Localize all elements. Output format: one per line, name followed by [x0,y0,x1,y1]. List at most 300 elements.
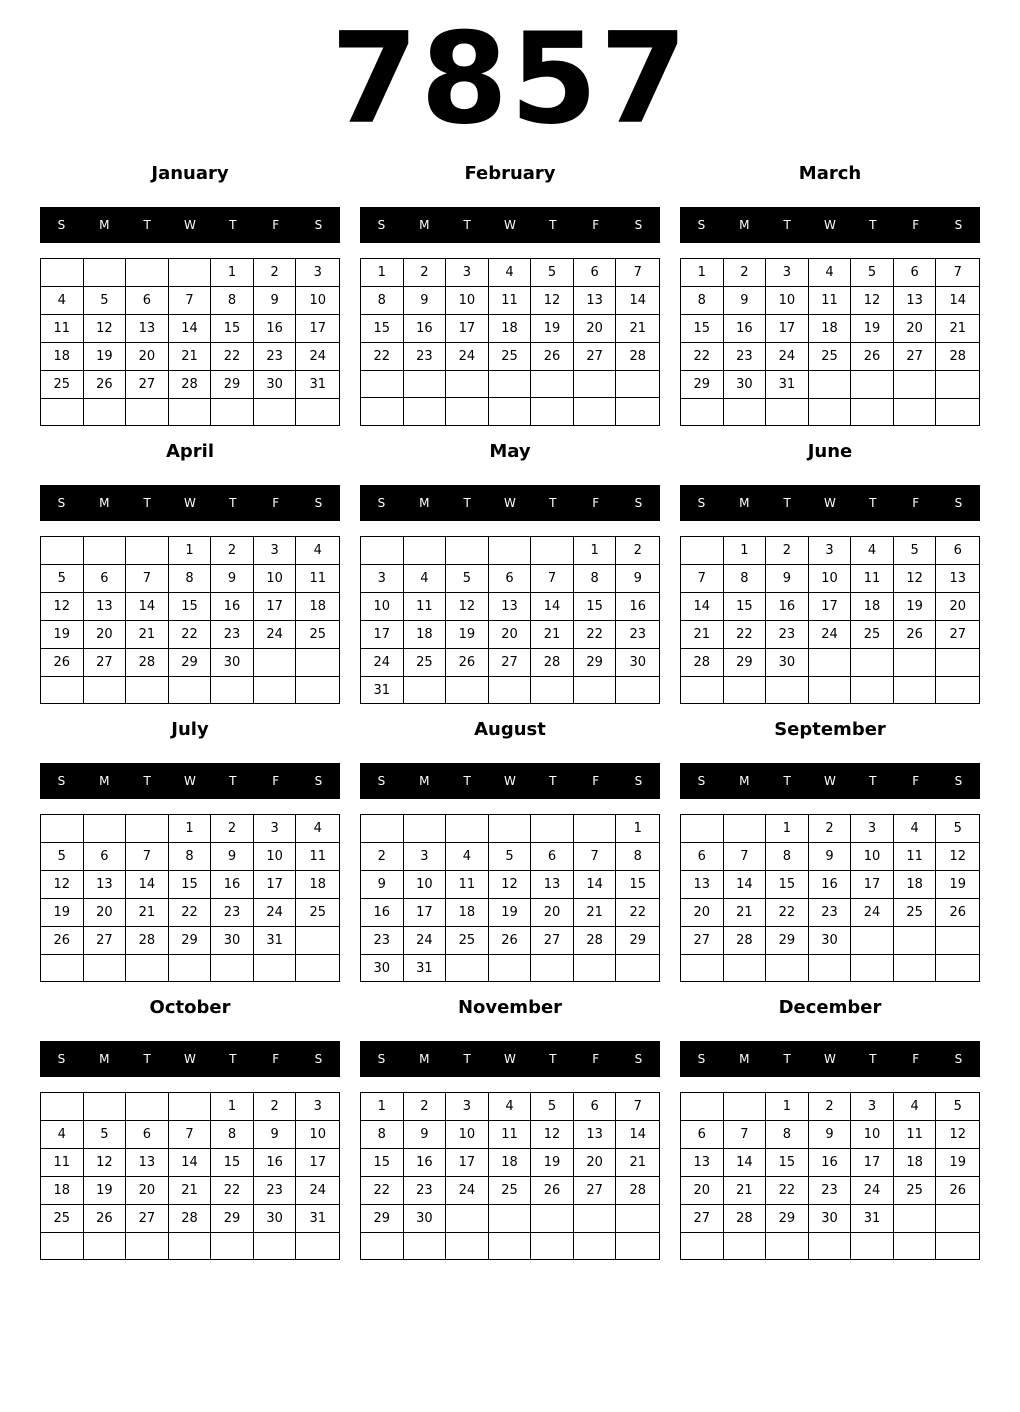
empty-cell [851,1233,894,1259]
day-cell: 28 [936,343,979,371]
day-cell: 6 [681,1121,724,1149]
day-cell: 25 [489,343,532,371]
empty-cell [531,955,574,982]
weekday-label: T [229,774,237,788]
empty-cell [616,398,659,425]
day-cell: 4 [296,537,339,565]
day-cell: 9 [809,843,852,871]
day-cell: 29 [681,371,724,399]
weekday-label: F [912,774,920,788]
day-cell: 2 [724,259,767,287]
day-cell: 29 [211,1205,254,1233]
day-cell: 7 [169,287,212,315]
empty-cell [894,371,937,399]
day-cell: 21 [126,899,169,927]
day-cell: 2 [211,537,254,565]
month-name: April [165,441,215,462]
day-cell: 12 [41,871,84,899]
empty-cell [254,677,297,703]
empty-cell [404,677,447,704]
day-cell: 10 [766,287,809,315]
empty-cell [361,371,404,398]
weekday-label: F [592,1052,600,1066]
day-cell: 17 [766,315,809,343]
day-cell: 31 [296,1205,339,1233]
weekday-label: T [869,774,877,788]
weekday-label: M [99,1052,110,1066]
day-cell: 20 [936,593,979,621]
empty-cell [296,1233,339,1259]
day-cell: 14 [724,871,767,899]
empty-cell [41,955,84,981]
empty-cell [766,677,809,703]
day-cell: 1 [211,259,254,287]
weekday-label: F [592,218,600,232]
day-cell: 1 [616,815,659,843]
day-cell: 5 [446,565,489,593]
empty-cell [574,815,617,843]
day-cell: 16 [211,593,254,621]
day-cell: 5 [936,815,979,843]
weekday-header [680,1041,980,1077]
day-cell: 30 [809,927,852,955]
day-cell: 30 [616,649,659,677]
day-cell: 6 [531,843,574,871]
weekday-label: S [377,496,386,510]
day-cell: 9 [361,871,404,899]
empty-cell [616,677,659,704]
day-cell: 2 [254,1093,297,1121]
day-cell: 3 [766,259,809,287]
day-cell: 8 [574,565,617,593]
day-grid [680,258,980,426]
weekday-label: S [697,218,706,232]
day-cell: 7 [126,843,169,871]
day-cell: 24 [809,621,852,649]
day-cell: 5 [531,259,574,287]
day-cell: 8 [766,843,809,871]
weekday-label: S [377,774,386,788]
day-cell: 3 [851,815,894,843]
empty-cell [126,1233,169,1259]
day-cell: 14 [169,315,212,343]
empty-cell [681,1093,724,1121]
day-cell: 23 [809,899,852,927]
month-name: January [151,163,229,184]
day-cell: 6 [894,259,937,287]
empty-cell [404,1233,447,1259]
weekday-label: M [419,218,430,232]
day-cell: 15 [766,871,809,899]
day-cell: 8 [766,1121,809,1149]
empty-cell [446,1205,489,1233]
day-cell: 5 [41,843,84,871]
empty-cell [724,399,767,425]
day-cell: 28 [531,649,574,677]
day-cell: 6 [489,565,532,593]
day-cell: 13 [84,871,127,899]
day-cell: 8 [211,287,254,315]
day-cell: 21 [169,1177,212,1205]
weekday-header [40,1041,340,1077]
weekday-label: M [99,774,110,788]
day-cell: 10 [404,871,447,899]
empty-cell [616,371,659,398]
day-cell: 28 [616,343,659,371]
day-cell: 13 [574,287,617,315]
day-cell: 26 [489,927,532,955]
day-cell: 5 [84,287,127,315]
day-cell: 16 [724,315,767,343]
empty-cell [41,1233,84,1259]
day-cell: 10 [809,565,852,593]
day-cell: 21 [724,899,767,927]
day-cell: 23 [724,343,767,371]
weekday-label: S [954,218,963,232]
day-cell: 15 [724,593,767,621]
day-cell: 18 [489,315,532,343]
day-cell: 7 [574,843,617,871]
day-cell: 30 [211,649,254,677]
day-cell: 26 [446,649,489,677]
weekday-label: W [504,218,516,232]
empty-cell [809,649,852,677]
day-cell: 29 [211,371,254,399]
day-cell: 19 [84,343,127,371]
day-grid [40,258,340,426]
weekday-label: S [634,496,643,510]
day-cell: 24 [296,343,339,371]
day-cell: 14 [616,1121,659,1149]
day-cell: 5 [531,1093,574,1121]
day-cell: 31 [296,371,339,399]
empty-cell [296,677,339,703]
day-cell: 13 [126,1149,169,1177]
month-name: June [807,441,853,462]
weekday-label: M [419,496,430,510]
day-cell: 15 [211,315,254,343]
weekday-label: W [184,1052,196,1066]
day-cell: 20 [681,899,724,927]
weekday-label: M [739,218,750,232]
day-cell: 9 [254,287,297,315]
day-cell: 9 [404,287,447,315]
empty-cell [126,677,169,703]
day-cell: 18 [446,899,489,927]
day-cell: 30 [254,1205,297,1233]
day-cell: 4 [809,259,852,287]
day-cell: 11 [489,287,532,315]
day-cell: 30 [809,1205,852,1233]
day-cell: 17 [404,899,447,927]
weekday-label: M [739,1052,750,1066]
empty-cell [894,955,937,981]
weekday-label: W [824,1052,836,1066]
day-cell: 11 [296,843,339,871]
empty-cell [936,927,979,955]
day-cell: 13 [84,593,127,621]
weekday-label: S [377,218,386,232]
day-cell: 28 [126,927,169,955]
month-name: July [171,719,209,740]
day-cell: 3 [296,259,339,287]
day-cell: 6 [574,259,617,287]
day-cell: 20 [84,899,127,927]
day-cell: 4 [851,537,894,565]
day-cell: 26 [531,1177,574,1205]
day-cell: 24 [851,1177,894,1205]
empty-cell [766,955,809,981]
weekday-header [40,207,340,243]
day-cell: 3 [254,815,297,843]
day-cell: 27 [936,621,979,649]
weekday-label: T [549,218,557,232]
day-cell: 25 [894,1177,937,1205]
month-name: September [774,719,886,740]
day-cell: 22 [361,1177,404,1205]
weekday-label: F [272,1052,280,1066]
day-cell: 23 [766,621,809,649]
day-cell: 6 [84,843,127,871]
weekday-label: S [57,496,66,510]
day-cell: 15 [211,1149,254,1177]
empty-cell [84,955,127,981]
day-cell: 3 [851,1093,894,1121]
day-cell: 25 [296,621,339,649]
day-cell: 29 [766,1205,809,1233]
empty-cell [531,398,574,425]
day-cell: 4 [489,1093,532,1121]
day-cell: 25 [489,1177,532,1205]
weekday-label: S [57,774,66,788]
empty-cell [851,649,894,677]
day-cell: 28 [616,1177,659,1205]
day-cell: 17 [254,871,297,899]
empty-cell [936,371,979,399]
day-cell: 1 [766,1093,809,1121]
day-cell: 12 [84,1149,127,1177]
day-cell: 1 [681,259,724,287]
weekday-header [40,763,340,799]
day-cell: 31 [254,927,297,955]
empty-cell [809,1233,852,1259]
weekday-label: S [314,774,323,788]
day-cell: 29 [766,927,809,955]
day-cell: 1 [361,1093,404,1121]
day-cell: 14 [126,593,169,621]
day-cell: 16 [254,315,297,343]
year-title: 7857 [330,5,690,152]
day-cell: 4 [894,815,937,843]
weekday-label: S [377,1052,386,1066]
weekday-label: T [783,218,791,232]
day-cell: 17 [446,1149,489,1177]
empty-cell [41,1093,84,1121]
day-cell: 18 [851,593,894,621]
weekday-label: S [57,1052,66,1066]
day-cell: 27 [126,1205,169,1233]
day-cell: 29 [616,927,659,955]
weekday-label: S [634,218,643,232]
empty-cell [126,399,169,425]
weekday-label: W [504,496,516,510]
day-cell: 10 [851,1121,894,1149]
day-cell: 20 [574,315,617,343]
weekday-label: W [504,774,516,788]
day-cell: 1 [169,815,212,843]
day-cell: 10 [254,843,297,871]
day-cell: 4 [404,565,447,593]
day-cell: 18 [41,1177,84,1205]
day-cell: 9 [766,565,809,593]
day-cell: 29 [574,649,617,677]
day-cell: 31 [851,1205,894,1233]
weekday-label: T [549,1052,557,1066]
day-cell: 12 [531,1121,574,1149]
day-cell: 20 [489,621,532,649]
day-cell: 27 [531,927,574,955]
empty-cell [616,955,659,982]
day-cell: 7 [681,565,724,593]
day-cell: 10 [446,1121,489,1149]
weekday-label: T [783,496,791,510]
weekday-label: S [314,1052,323,1066]
day-cell: 20 [126,343,169,371]
empty-cell [361,815,404,843]
weekday-header [360,207,660,243]
empty-cell [446,371,489,398]
empty-cell [361,1233,404,1259]
empty-cell [936,1205,979,1233]
weekday-label: T [463,774,471,788]
weekday-label: S [314,496,323,510]
day-cell: 16 [361,899,404,927]
weekday-label: T [549,496,557,510]
day-cell: 17 [296,315,339,343]
day-cell: 22 [169,899,212,927]
day-cell: 16 [254,1149,297,1177]
weekday-label: M [419,774,430,788]
empty-cell [766,399,809,425]
weekday-label: S [634,774,643,788]
day-cell: 31 [766,371,809,399]
empty-cell [361,537,404,565]
day-cell: 9 [724,287,767,315]
day-cell: 2 [361,843,404,871]
day-cell: 30 [766,649,809,677]
day-cell: 15 [766,1149,809,1177]
day-cell: 19 [531,315,574,343]
weekday-label: T [229,496,237,510]
day-cell: 2 [809,815,852,843]
day-cell: 13 [936,565,979,593]
day-cell: 24 [254,899,297,927]
empty-cell [84,1093,127,1121]
empty-cell [41,537,84,565]
day-cell: 20 [681,1177,724,1205]
day-cell: 4 [489,259,532,287]
day-cell: 31 [404,955,447,982]
day-cell: 2 [404,259,447,287]
day-cell: 30 [211,927,254,955]
day-cell: 2 [404,1093,447,1121]
day-cell: 12 [936,843,979,871]
day-cell: 24 [254,621,297,649]
weekday-label: S [954,1052,963,1066]
day-cell: 16 [211,871,254,899]
day-cell: 6 [936,537,979,565]
day-cell: 6 [681,843,724,871]
day-cell: 17 [296,1149,339,1177]
day-cell: 18 [809,315,852,343]
weekday-label: F [912,1052,920,1066]
day-cell: 19 [489,899,532,927]
empty-cell [936,1233,979,1259]
weekday-label: S [954,774,963,788]
day-cell: 11 [489,1121,532,1149]
empty-cell [41,815,84,843]
day-grid [40,814,340,982]
day-cell: 19 [851,315,894,343]
empty-cell [574,677,617,704]
day-cell: 24 [361,649,404,677]
day-cell: 27 [574,343,617,371]
day-cell: 28 [724,1205,767,1233]
day-cell: 14 [531,593,574,621]
empty-cell [894,677,937,703]
month-name: December [778,997,882,1018]
day-cell: 16 [766,593,809,621]
day-cell: 10 [296,1121,339,1149]
day-cell: 17 [851,871,894,899]
day-cell: 22 [724,621,767,649]
empty-cell [681,955,724,981]
day-cell: 6 [126,1121,169,1149]
day-cell: 1 [724,537,767,565]
day-grid [680,1092,980,1260]
day-cell: 16 [616,593,659,621]
day-cell: 8 [169,565,212,593]
weekday-label: F [272,774,280,788]
month-name: March [798,163,862,184]
weekday-label: T [229,218,237,232]
empty-cell [574,955,617,982]
day-cell: 6 [84,565,127,593]
day-cell: 21 [126,621,169,649]
day-cell: 8 [211,1121,254,1149]
empty-cell [724,1233,767,1259]
day-cell: 22 [211,343,254,371]
weekday-label: F [592,774,600,788]
day-cell: 10 [361,593,404,621]
day-cell: 23 [361,927,404,955]
weekday-label: S [697,1052,706,1066]
empty-cell [84,1233,127,1259]
month-name: October [149,997,231,1018]
day-cell: 28 [126,649,169,677]
day-cell: 2 [766,537,809,565]
empty-cell [254,1233,297,1259]
empty-cell [446,398,489,425]
day-cell: 1 [361,259,404,287]
empty-cell [126,815,169,843]
day-cell: 22 [766,899,809,927]
day-cell: 1 [211,1093,254,1121]
weekday-label: W [184,496,196,510]
weekday-label: T [143,218,151,232]
day-cell: 15 [574,593,617,621]
empty-cell [404,815,447,843]
